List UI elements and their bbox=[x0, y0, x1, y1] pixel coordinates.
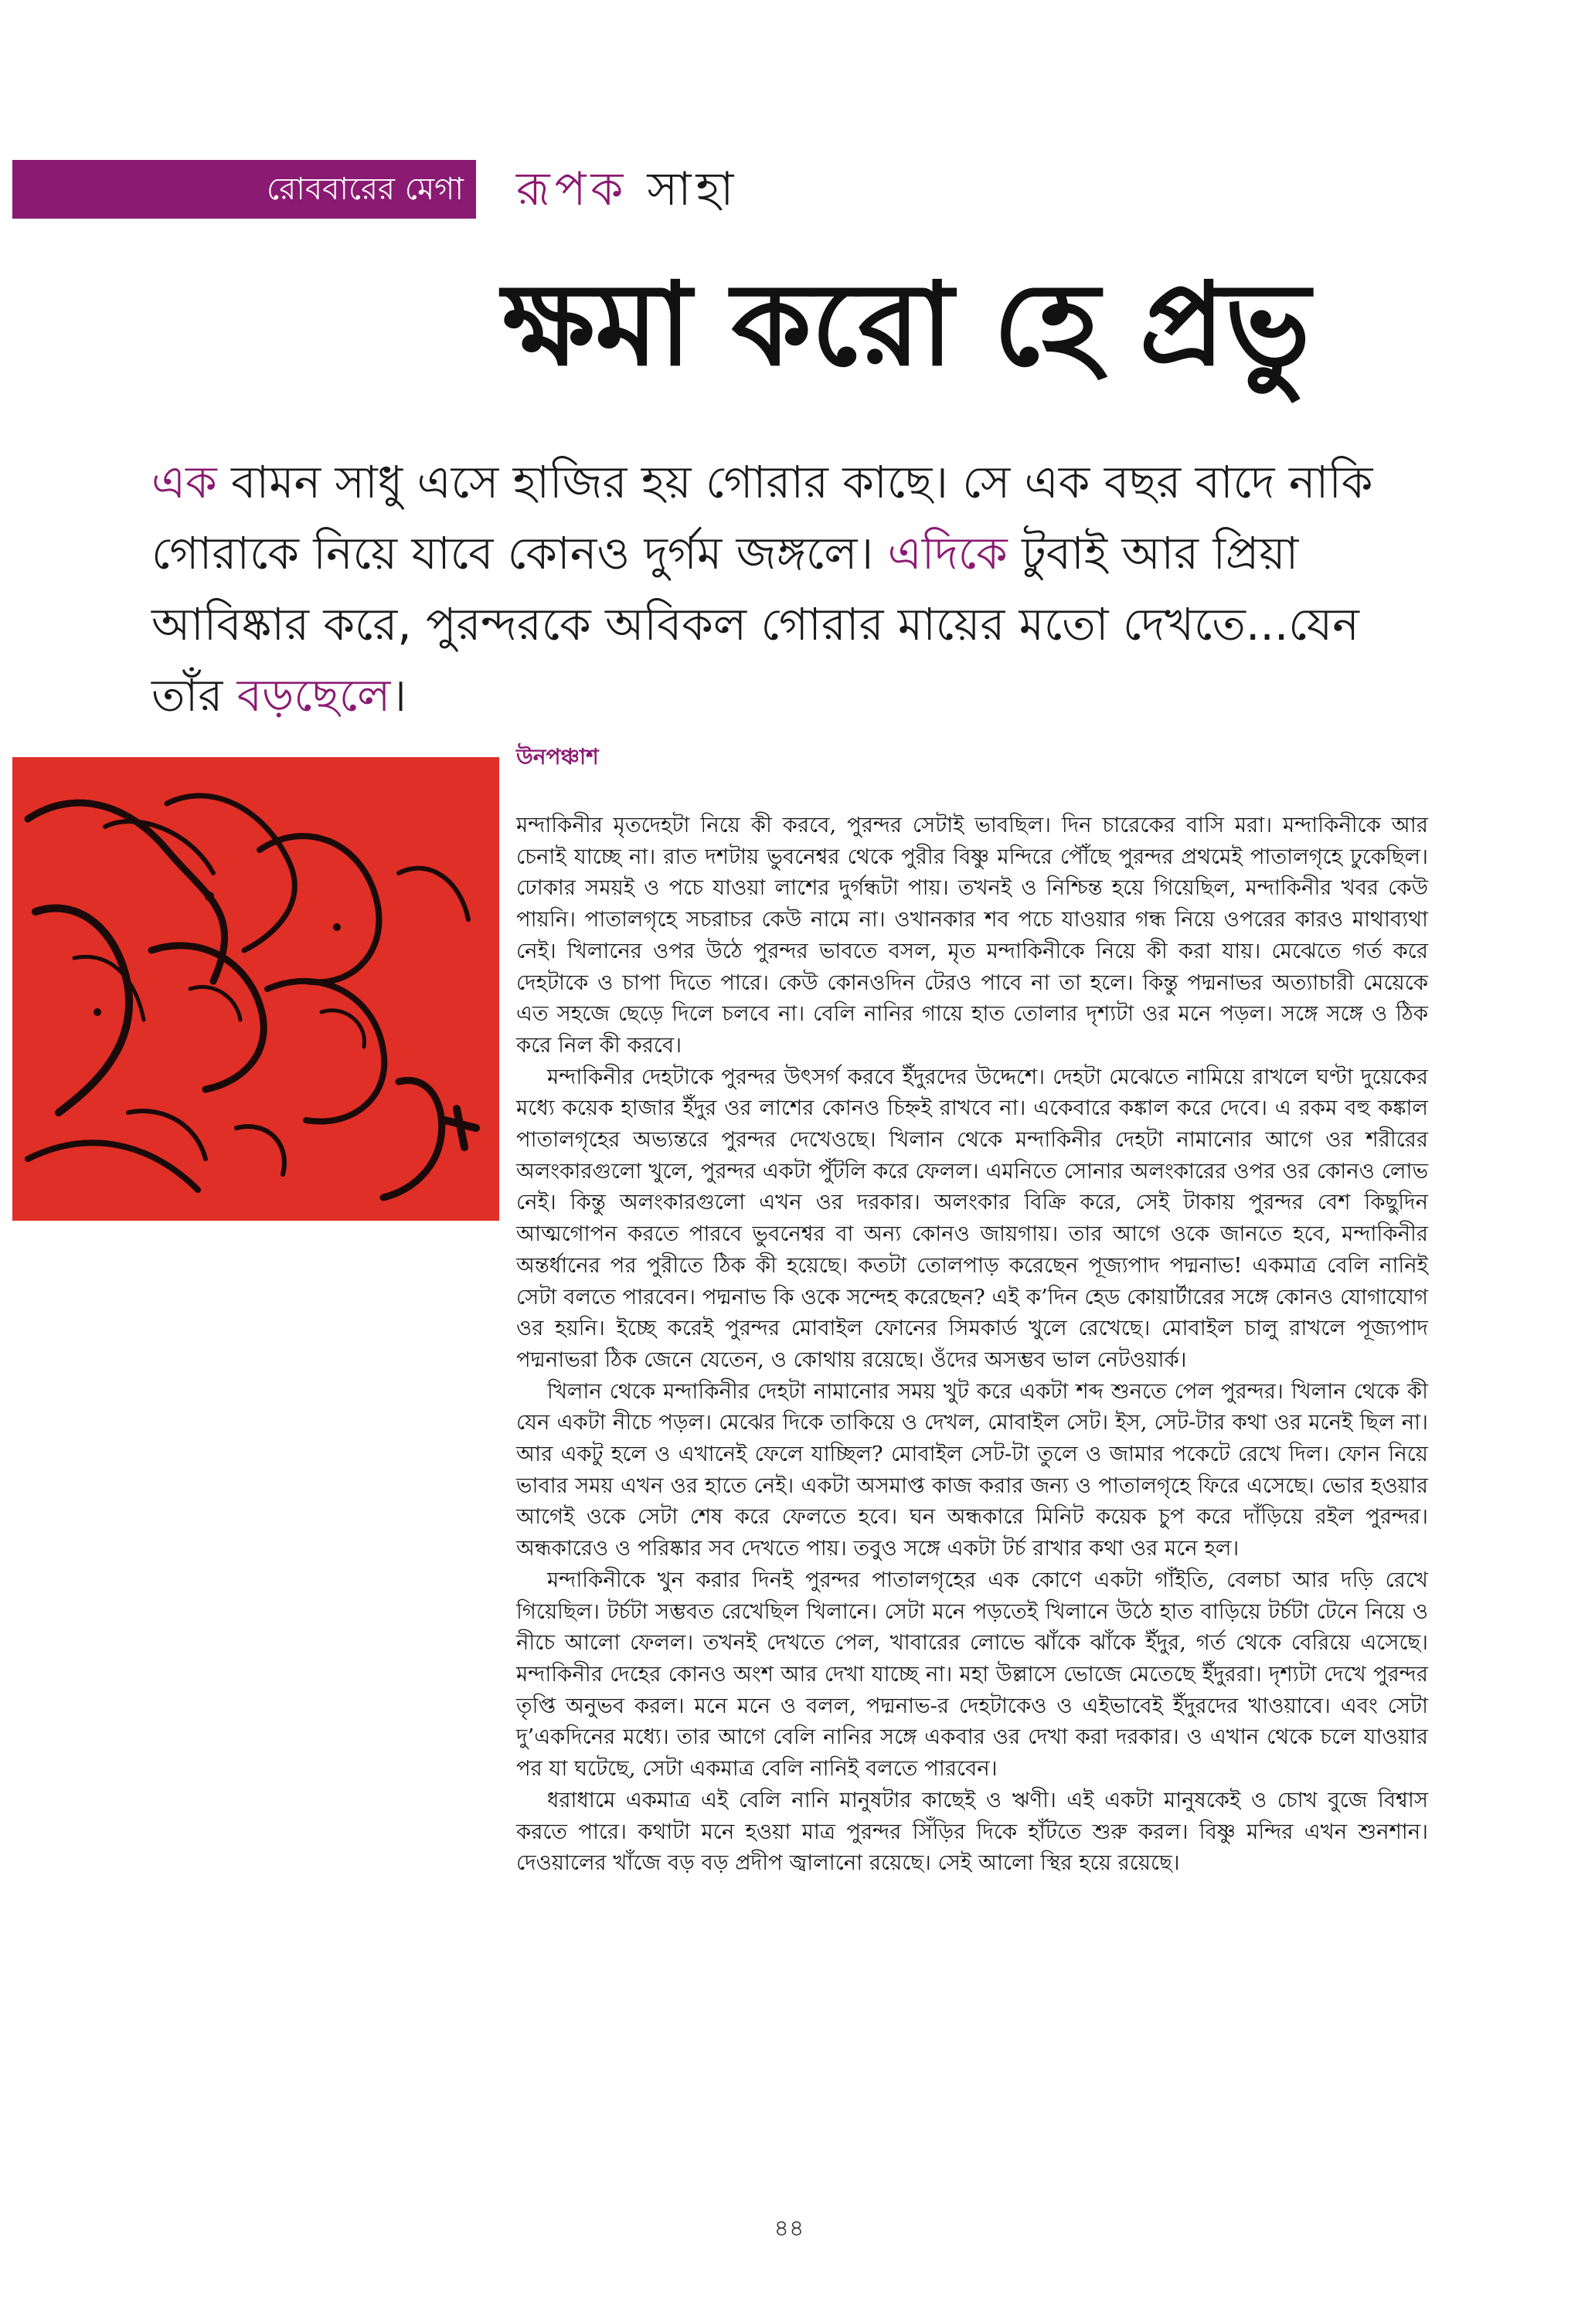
paragraph: মন্দাকিনীর মৃতদেহটা নিয়ে কী করবে, পুরন্দর সেটাই ভাবছিল। দিন চারেকের বাসি মরা। মন্দাকিনীকে আর চেনাই যাচ্ছে না। রাত দশটায় ভুবনেশ্বর থেকে পুরীর বিষ্ণু মন্দিরে পৌঁছে পুরন্দর প্রথমেই পাতালগৃহে ঢুকেছিল। ঢোকার সময়ই ও পচে যাওয়া লাশের দুর্গন্ধটা পায়। তখনই ও নিশ্চিন্ত হয়ে গিয়েছিল, মন্দাকিনীর খবর কেউ পায়নি। পাতালগৃহে সচরাচর কেউ নামে না। ওখানকার শব পচে যাওয়ার গন্ধ নিয়ে ওপরের কারও মাথাব্যথা নেই। খিলানের ওপর উঠে পুরন্দর ভাবতে বসল, মৃত মন্দাকিনীকে নিয়ে কী করা যায়। মেঝেতে গর্ত করে দেহটাকে ও চাপা দিতে পারে। কেউ কোনওদিন টেরও পাবে না তা হলে। কিন্তু পদ্মনাভর অত্যাচারী মেয়েকে এত সহজে ছেড়ে দিলে চলবে না। বেলি নানির গায়ে হাত তোলার দৃশ্যটা ওর মনে পড়ল। সঙ্গে সঙ্গে ও ঠিক করে নিল কী করবে। bbox=[516, 813, 1428, 1058]
chapter-number: উনপঞ্চাশ bbox=[516, 744, 599, 770]
story-title: ক্ষমা করো হে প্রভু bbox=[502, 258, 1311, 391]
section-label: রোববারের মেগা bbox=[12, 160, 476, 219]
author-first-name: রূপক bbox=[516, 162, 628, 216]
story-body bbox=[516, 810, 1428, 1879]
author-byline bbox=[516, 158, 738, 220]
page-number: ৪৪ bbox=[774, 2215, 804, 2242]
intro-highlight-1: এক bbox=[151, 456, 217, 508]
intro-highlight-3: বড়ছেলে bbox=[236, 669, 391, 722]
intro-blurb bbox=[151, 447, 1434, 731]
illustration-artwork bbox=[12, 757, 499, 1221]
author-last-name: সাহা bbox=[647, 162, 739, 216]
paragraph: খিলান থেকে মন্দাকিনীর দেহটা নামানোর সময় খুট করে একটা শব্দ শুনতে পেল পুরন্দর। খিলান থেকে কী যেন একটা নীচে পড়ল। মেঝের দিকে তাকিয়ে ও দেখল, মোবাইল সেট। ইস, সেট-টার কথা ওর মনেই ছিল না। আর একটু হলে ও এখানেই ফেলে যাচ্ছিল? মোবাইল সেট-টা তুলে ও জামার পকেটে রেখে দিল। ফোন নিয়ে ভাবার সময় এখন ওর হাতে নেই। একটা অসমাপ্ত কাজ করার জন্য ও পাতালগৃহে ফিরে এসেছে। ভোর হওয়ার আগেই ওকে সেটা শেষ করে ফেলতে হবে। ঘন অন্ধকারে মিনিট কয়েক চুপ করে দাঁড়িয়ে রইল পুরন্দর। অন্ধকারেও ও পরিষ্কার সব দেখতে পায়। তবুও সঙ্গে একটা টর্চ রাখার কথা ওর মনে হল। bbox=[516, 1378, 1428, 1561]
illustration bbox=[12, 757, 499, 1221]
intro-highlight-2: এদিকে bbox=[887, 527, 1008, 579]
paragraph: মন্দাকিনীর দেহটাকে পুরন্দর উৎসর্গ করবে ইঁদুরদের উদ্দেশে। দেহটা মেঝেতে নামিয়ে রাখলে ঘণ্টা দুয়েকের মধ্যে কয়েক হাজার ইঁদুর ওর লাশের কোনও চিহ্নই রাখবে না। একেবারে কঙ্কাল করে দেবে। এ রকম বহু কঙ্কাল পাতালগৃহের অভ্যন্তরে পুরন্দর দেখেওছে। খিলান থেকে মন্দাকিনীর দেহটা নামানোর আগে ওর শরীরের অলংকারগুলো খুলে, পুরন্দর একটা পুঁটলি করে ফেলল। এমনিতে সোনার অলংকারের ওপর ওর কোনও লোভ নেই। কিন্তু অলংকারগুলো এখন ওর দরকার। অলংকার বিক্রি করে, সেই টাকায় পুরন্দর বেশ কিছুদিন আত্মগোপন করতে পারবে ভুবনেশ্বর বা অন্য কোনও জায়গায়। তার আগে ওকে জানতে হবে, মন্দাকিনীর অন্তর্ধানের পর পুরীতে ঠিক কী হয়েছে। কতটা তোলপাড় করেছেন পূজ্যপাদ পদ্মনাভ! একমাত্র বেলি নানিই সেটা বলতে পারবেন। পদ্মনাভ কি ওকে সন্দেহ করেছেন? এই ক’দিন হেড কোয়ার্টারের সঙ্গে কোনও যোগাযোগ ওর হয়নি। ইচ্ছে করেই পুরন্দর মোবাইল ফোনের সিমকার্ড খুলে রেখেছে। মোবাইল চালু রাখলে পূজ্যপাদ পদ্মনাভরা ঠিক জেনে যেতেন, ও কোথায় রয়েছে। ওঁদের অসম্ভব ভাল নেটওয়ার্ক। bbox=[516, 1064, 1428, 1372]
intro-text-1: বামন সাধু এসে হাজির হয় গোরার কাছে। সে এক বছর বাদে নাকি গোরাকে নিয়ে যাবে কোনও দুর্গম জঙ্গলে। bbox=[151, 456, 1373, 579]
intro-text-3: । bbox=[390, 669, 407, 722]
paragraph: মন্দাকিনীকে খুন করার দিনই পুরন্দর পাতালগৃহের এক কোণে একটা গাঁইতি, বেলচা আর দড়ি রেখে গিয়েছিল। টর্চটা সম্ভবত রেখেছিল খিলানে। সেটা মনে পড়তেই খিলানে উঠে হাত বাড়িয়ে টর্চটা টেনে নিয়ে ও নীচে আলো ফেলল। তখনই দেখতে পেল, খাবারের লোভে ঝাঁকে ঝাঁকে ইঁদুর, গর্ত থেকে বেরিয়ে এসেছে। মন্দাকিনীর দেহের কোনও অংশ আর দেখা যাচ্ছে না। মহা উল্লাসে ভোজে মেতেছে ইঁদুররা। দৃশ্যটা দেখে পুরন্দর তৃপ্তি অনুভব করল। মনে মনে ও বলল, পদ্মনাভ-র দেহটাকেও ও এইভাবেই ইঁদুরদের খাওয়াবে। এবং সেটা দু’একদিনের মধ্যে। তার আগে বেলি নানির সঙ্গে একবার ওর দেখা করা দরকার। ও এখান থেকে চলে যাওয়ার পর যা ঘটেছে, সেটা একমাত্র বেলি নানিই বলতে পারবেন। bbox=[516, 1567, 1428, 1782]
intro-text-2: টুবাই আর প্রিয়া আবিষ্কার করে, পুরন্দরকে অবিকল গোরার মায়ের মতো দেখতে...যেন তাঁর bbox=[151, 527, 1359, 722]
paragraph: ধরাধামে একমাত্র এই বেলি নানি মানুষটার কাছেই ও ঋণী। এই একটা মানুষকেই ও চোখ বুজে বিশ্বাস করতে পারে। কথাটা মনে হওয়া মাত্র পুরন্দর সিঁড়ির দিকে হাঁটতে শুরু করল। বিষ্ণু মন্দির এখন শুনশান। দেওয়ালের খাঁজে বড় বড় প্রদীপ জ্বালানো রয়েছে। সেই আলো স্থির হয়ে রয়েছে। bbox=[516, 1787, 1428, 1876]
